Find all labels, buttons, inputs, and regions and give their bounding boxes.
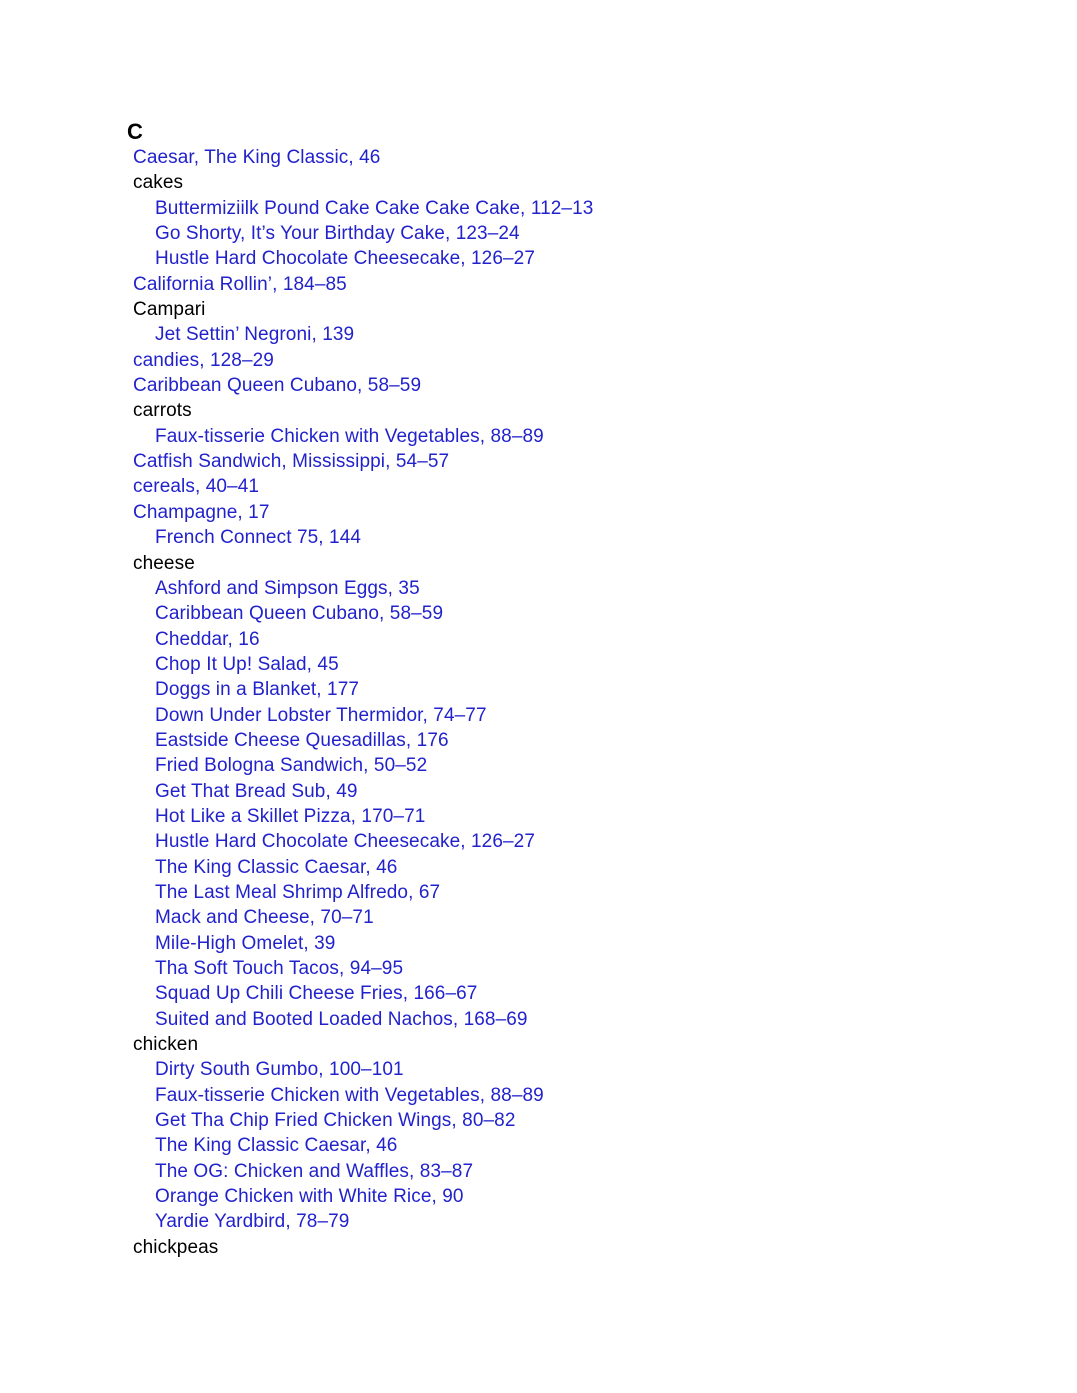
index-entry-link[interactable]: Hustle Hard Chocolate Cheesecake, 126–27 (155, 831, 536, 853)
index-entry-link[interactable]: Faux-tisserie Chicken with Vegetables, 88–89 (155, 1084, 544, 1106)
index-entry-link[interactable]: Suited and Booted Loaded Nachos, 168–69 (155, 1008, 528, 1030)
index-entry-link[interactable]: Down Under Lobster Thermidor, 74–77 (155, 704, 487, 726)
index-entry-link[interactable]: Buttermiziilk Pound Cake Cake Cake Cake, 112–13 (155, 197, 594, 219)
index-entry-link[interactable]: Hot Like a Skillet Pizza, 170–71 (155, 805, 426, 827)
index-entry-link[interactable]: Champagne, 17 (133, 501, 270, 523)
index-entry-list (0, 145, 1077, 1260)
index-entry-link[interactable]: California Rollin’, 184–85 (133, 273, 347, 295)
index-entry-link[interactable]: Caribbean Queen Cubano, 58–59 (133, 375, 422, 397)
index-entry-link[interactable]: cereals, 40–41 (133, 476, 260, 498)
index-category-label: carrots (133, 400, 192, 422)
index-entry-link[interactable]: Eastside Cheese Quesadillas, 176 (155, 729, 449, 751)
index-entry-link[interactable]: Mack and Cheese, 70–71 (155, 907, 374, 929)
index-entry-link[interactable]: Hustle Hard Chocolate Cheesecake, 126–27 (155, 248, 536, 270)
index-entry-link[interactable]: Cheddar, 16 (155, 628, 260, 650)
index-entry-link[interactable]: Faux-tisserie Chicken with Vegetables, 88–89 (155, 425, 544, 447)
index-category-label: chickpeas (133, 1236, 219, 1258)
index-entry-link[interactable]: Ashford and Simpson Eggs, 35 (155, 577, 420, 599)
index-entry-link[interactable]: Mile-High Omelet, 39 (155, 932, 336, 954)
index-category-label: chicken (133, 1034, 199, 1056)
index-entry-link[interactable]: Yardie Yardbird, 78–79 (155, 1211, 350, 1233)
index-entry-link[interactable]: Doggs in a Blanket, 177 (155, 679, 360, 701)
index-entry-link[interactable]: Go Shorty, It’s Your Birthday Cake, 123–24 (155, 223, 520, 245)
index-entry-link[interactable]: The King Classic Caesar, 46 (155, 1135, 398, 1157)
index-letter-heading: C (127, 119, 143, 144)
index-entry-link[interactable]: French Connect 75, 144 (155, 527, 362, 549)
index-entry-link[interactable]: Jet Settin’ Negroni, 139 (155, 324, 355, 346)
index-category-label: cakes (133, 172, 184, 194)
index-entry-link[interactable]: Orange Chicken with White Rice, 90 (155, 1186, 464, 1208)
index-entry-link[interactable]: Caesar, The King Classic, 46 (133, 147, 381, 168)
index-entry-link[interactable]: Chop It Up! Salad, 45 (155, 653, 339, 675)
index-category-label: cheese (133, 552, 195, 574)
index-entry-link[interactable]: The King Classic Caesar, 46 (155, 856, 398, 878)
index-category-label: Campari (133, 299, 206, 321)
index-entry-link[interactable]: Squad Up Chili Cheese Fries, 166–67 (155, 983, 478, 1005)
index-entry-link[interactable]: The Last Meal Shrimp Alfredo, 67 (155, 881, 441, 903)
index-entry-link[interactable]: Catfish Sandwich, Mississippi, 54–57 (133, 451, 450, 473)
index-entry-link[interactable]: Dirty South Gumbo, 100–101 (155, 1059, 404, 1081)
index-entry-link[interactable]: Get That Bread Sub, 49 (155, 780, 358, 802)
index-entry-link[interactable]: Fried Bologna Sandwich, 50–52 (155, 755, 428, 777)
index-entry-link[interactable]: candies, 128–29 (133, 349, 274, 371)
index-entry-link[interactable]: Caribbean Queen Cubano, 58–59 (155, 603, 444, 625)
index-entry-link[interactable]: Get Tha Chip Fried Chicken Wings, 80–82 (155, 1110, 516, 1132)
index-entry-link[interactable]: Tha Soft Touch Tacos, 94–95 (155, 958, 404, 979)
index-entry-link[interactable]: The OG: Chicken and Waffles, 83–87 (155, 1160, 474, 1182)
